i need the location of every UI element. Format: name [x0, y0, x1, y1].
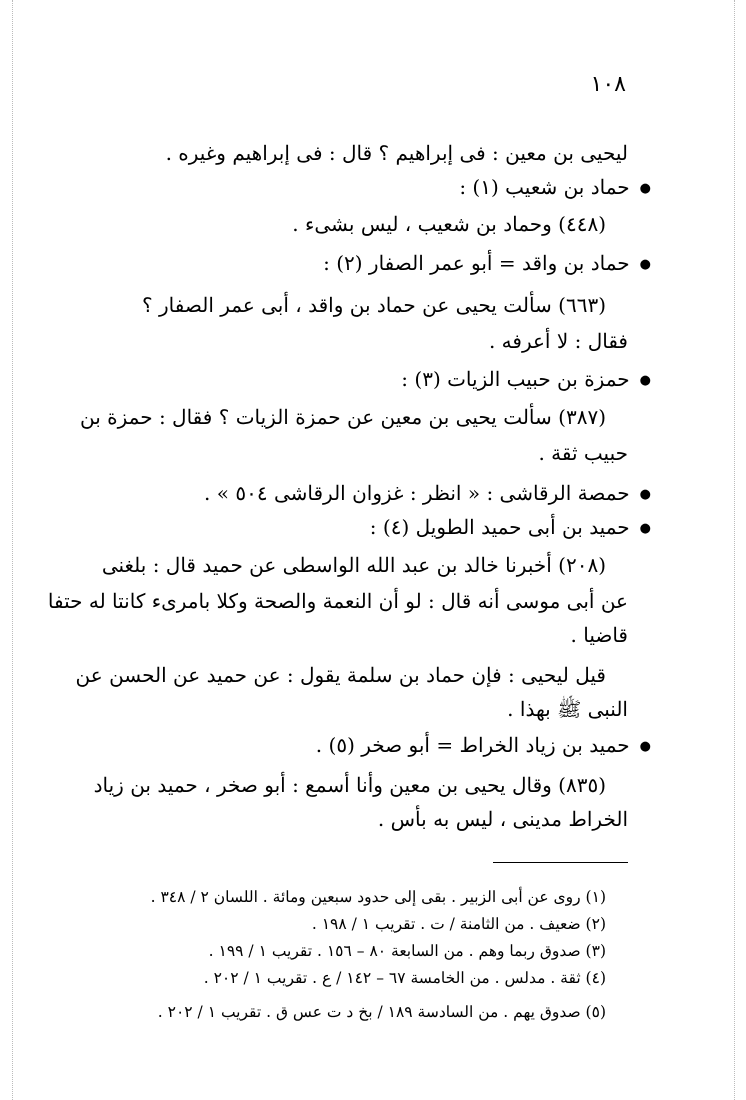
narration-448: (٤٤٨) وحماد بن شعيب ، ليس بشىء . — [292, 212, 606, 236]
footnote-1: (١) روى عن أبى الزبير . بقى إلى حدود سبعين ومائة . اللسان ٢ / ٣٤٨ . — [150, 888, 606, 906]
page-number: ١٠٨ — [590, 72, 626, 97]
narration-387: (٣٨٧) سألت يحيى بن معين عن حمزة الزيات ؟ فقال : حمزة بن — [80, 405, 606, 429]
entry-heading-hammad-ibn-shuayb: ● حماد بن شعيب (١) : — [459, 172, 651, 206]
body-line-6: فقال : لا أعرفه . — [488, 329, 628, 353]
scan-edge-right — [734, 0, 736, 1100]
narration-835: (٨٣٥) وقال يحيى بن معين وأنا أسمع : أبو صخر ، حميد بن زياد — [93, 773, 606, 797]
body-line-14: قاضيا . — [570, 623, 628, 647]
entry-heading-humayd-al-tawil: ● حميد بن أبى حميد الطويل (٤) : — [370, 512, 651, 546]
footnote-2: (٢) ضعيف . من الثامنة / ت . تقريب ١ / ١٩٨ . — [311, 915, 606, 933]
narration-208: (٢٠٨) أخبرنا خالد بن عبد الله الواسطى عن حميد قال : بلغنى — [101, 553, 606, 577]
body-line-15: قيل ليحيى : فإن حماد بن سلمة يقول : عن حميد عن الحسن عن — [75, 663, 606, 687]
entry-heading-hammad-ibn-waqid: ● حماد بن واقد = أبو عمر الصفار (٢) : — [323, 248, 651, 282]
scan-edge-left — [12, 0, 14, 1100]
body-line-16: النبى ﷺ بهذا . — [507, 697, 628, 721]
body-line-19: الخراط مدينى ، ليس به بأس . — [377, 807, 628, 831]
entry-heading-humayd-ibn-ziyad: ● حميد بن زياد الخراط = أبو صخر (٥) . — [316, 730, 651, 764]
footnote-4: (٤) ثقة . مدلس . من الخامسة ٦٧ – ١٤٢ / ع . تقريب ١ / ٢٠٢ . — [203, 969, 606, 987]
footnote-separator — [493, 862, 628, 863]
body-line-13: عن أبى موسى أنه قال : لو أن النعمة والصحة وكلا بامرىء كانتا له حتفا — [47, 589, 628, 613]
narration-663: (٦٦٣) سألت يحيى عن حماد بن واقد ، أبى عمر الصفار ؟ — [142, 293, 606, 317]
footnote-3: (٣) صدوق ربما وهم . من السابعة ٨٠ – ١٥٦ . تقريب ١ / ١٩٩ . — [208, 942, 606, 960]
entry-heading-hamza-al-zayyat: ● حمزة بن حبيب الزيات (٣) : — [401, 364, 651, 398]
body-line-9: حبيب ثقة . — [538, 441, 628, 465]
entry-heading-hamsa-al-raqashi: ● حمصة الرقاشى : « انظر : غزوان الرقاشى ٥٠٤ » . — [204, 478, 651, 512]
body-line-1: ليحيى بن معين : فى إبراهيم ؟ قال : فى إبراهيم وغيره . — [165, 141, 628, 165]
footnote-5: (٥) صدوق يهم . من السادسة ١٨٩ / بخ د ت عس ق . تقريب ١ / ٢٠٢ . — [157, 1003, 606, 1021]
